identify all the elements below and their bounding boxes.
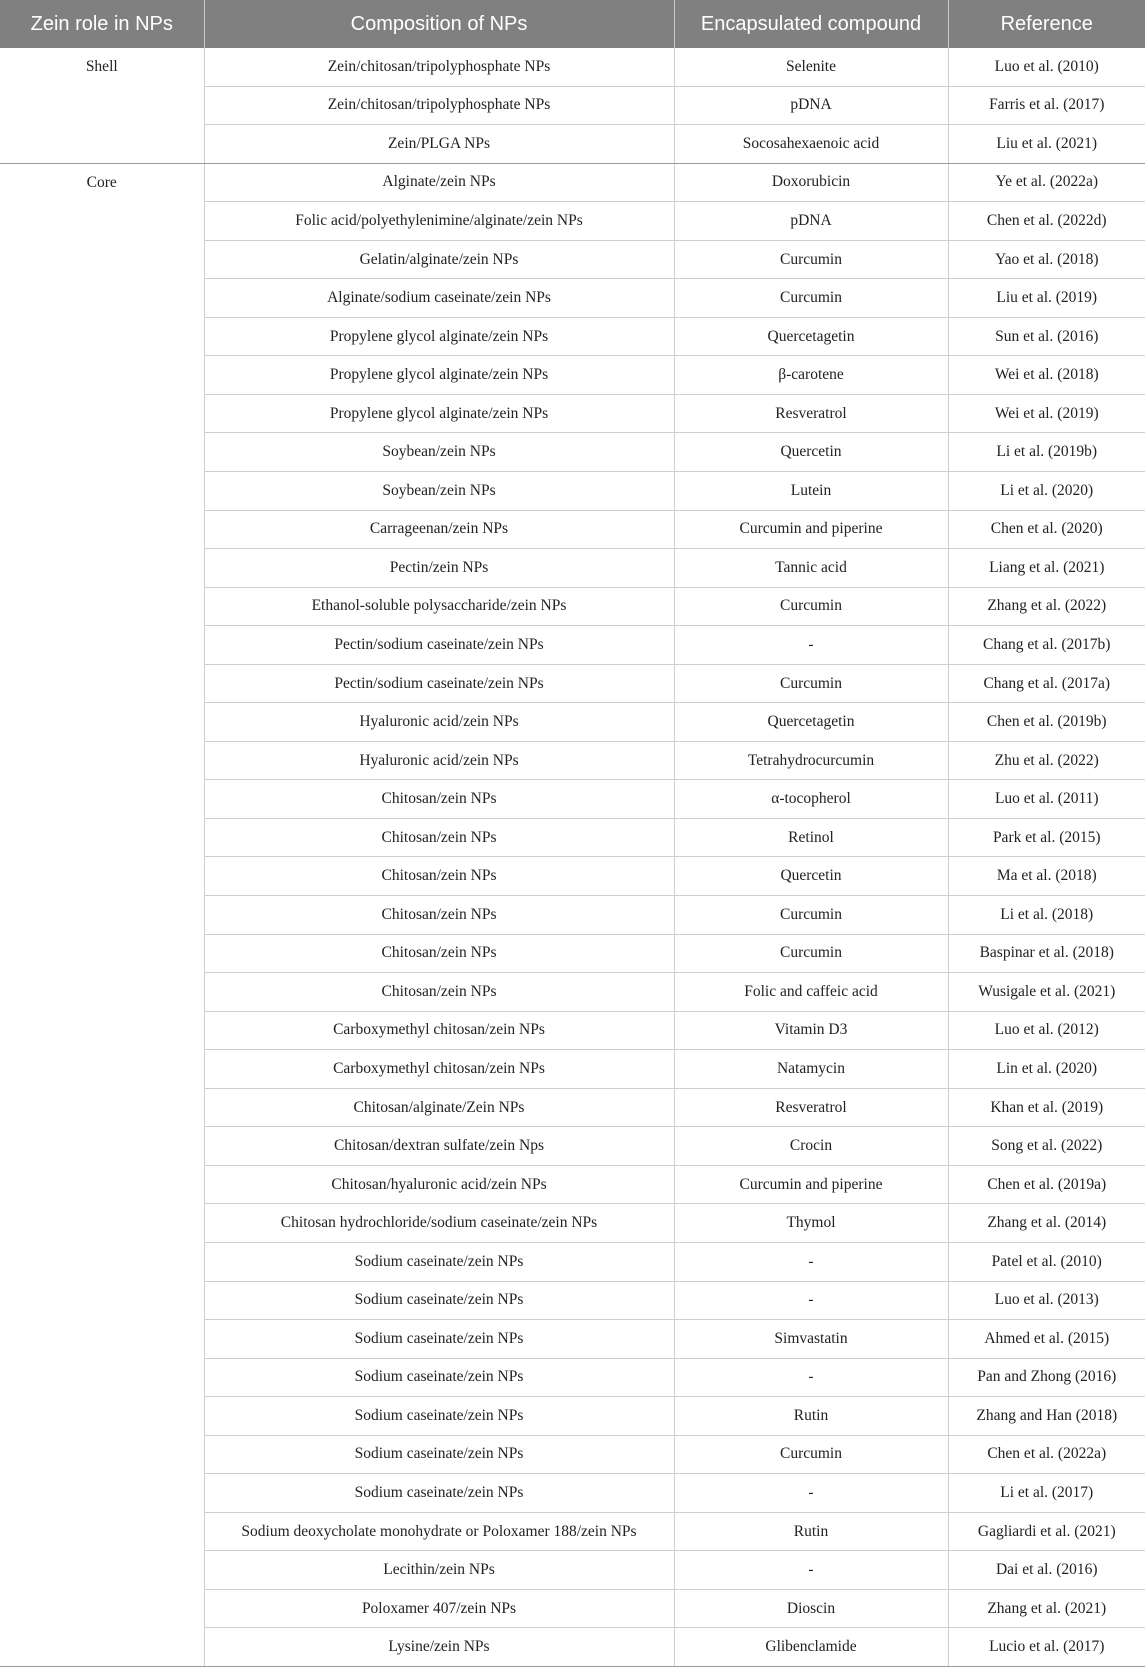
composition-cell: Propylene glycol alginate/zein NPs — [204, 356, 674, 395]
composition-cell: Sodium caseinate/zein NPs — [204, 1435, 674, 1474]
encapsulated-compound-cell: pDNA — [674, 202, 948, 241]
encapsulated-compound-cell: Natamycin — [674, 1050, 948, 1089]
composition-cell: Sodium caseinate/zein NPs — [204, 1358, 674, 1397]
encapsulated-compound-cell: Folic and caffeic acid — [674, 973, 948, 1012]
encapsulated-compound-cell: Curcumin — [674, 896, 948, 935]
reference-cell: Ye et al. (2022a) — [948, 163, 1145, 202]
composition-cell: Pectin/sodium caseinate/zein NPs — [204, 626, 674, 665]
encapsulated-compound-cell: pDNA — [674, 86, 948, 125]
composition-cell: Carrageenan/zein NPs — [204, 510, 674, 549]
encapsulated-compound-cell: - — [674, 1242, 948, 1281]
composition-cell: Lecithin/zein NPs — [204, 1551, 674, 1590]
composition-cell: Chitosan hydrochloride/sodium caseinate/zein NPs — [204, 1204, 674, 1243]
composition-cell: Sodium caseinate/zein NPs — [204, 1474, 674, 1513]
header-encapsulated-compound: Encapsulated compound — [674, 0, 948, 48]
reference-cell: Lucio et al. (2017) — [948, 1628, 1145, 1667]
encapsulated-compound-cell: - — [674, 1474, 948, 1513]
encapsulated-compound-cell: Quercetagetin — [674, 703, 948, 742]
reference-cell: Chen et al. (2019b) — [948, 703, 1145, 742]
encapsulated-compound-cell: Rutin — [674, 1397, 948, 1436]
composition-cell: Propylene glycol alginate/zein NPs — [204, 394, 674, 433]
composition-cell: Folic acid/polyethylenimine/alginate/zein NPs — [204, 202, 674, 241]
encapsulated-compound-cell: Curcumin — [674, 664, 948, 703]
reference-cell: Lin et al. (2020) — [948, 1050, 1145, 1089]
composition-cell: Sodium caseinate/zein NPs — [204, 1397, 674, 1436]
encapsulated-compound-cell: Curcumin and piperine — [674, 510, 948, 549]
encapsulated-compound-cell: Socosahexaenoic acid — [674, 125, 948, 164]
reference-cell: Chang et al. (2017a) — [948, 664, 1145, 703]
reference-cell: Chen et al. (2019a) — [948, 1165, 1145, 1204]
encapsulated-compound-cell: Quercetin — [674, 433, 948, 472]
encapsulated-compound-cell: Quercetagetin — [674, 317, 948, 356]
encapsulated-compound-cell: Tannic acid — [674, 549, 948, 588]
encapsulated-compound-cell: Curcumin — [674, 279, 948, 318]
reference-cell: Pan and Zhong (2016) — [948, 1358, 1145, 1397]
table-row — [0, 163, 1145, 202]
composition-cell: Zein/PLGA NPs — [204, 125, 674, 164]
reference-cell: Liu et al. (2021) — [948, 125, 1145, 164]
table-header — [0, 0, 1145, 48]
encapsulated-compound-cell: Curcumin and piperine — [674, 1165, 948, 1204]
encapsulated-compound-cell: Resveratrol — [674, 1088, 948, 1127]
reference-cell: Ma et al. (2018) — [948, 857, 1145, 896]
reference-cell: Khan et al. (2019) — [948, 1088, 1145, 1127]
encapsulated-compound-cell: Glibenclamide — [674, 1628, 948, 1667]
table-body — [0, 48, 1145, 1666]
encapsulated-compound-cell: Selenite — [674, 48, 948, 86]
zein-role-cell: Core — [0, 163, 204, 1666]
composition-cell: Chitosan/dextran sulfate/zein Nps — [204, 1127, 674, 1166]
composition-cell: Chitosan/zein NPs — [204, 857, 674, 896]
composition-cell: Sodium deoxycholate monohydrate or Poloxamer 188/zein NPs — [204, 1512, 674, 1551]
reference-cell: Li et al. (2019b) — [948, 433, 1145, 472]
composition-cell: Ethanol-soluble polysaccharide/zein NPs — [204, 587, 674, 626]
reference-cell: Luo et al. (2012) — [948, 1011, 1145, 1050]
encapsulated-compound-cell: Rutin — [674, 1512, 948, 1551]
reference-cell: Zhu et al. (2022) — [948, 741, 1145, 780]
reference-cell: Zhang et al. (2014) — [948, 1204, 1145, 1243]
header-zein-role: Zein role in NPs — [0, 0, 204, 48]
encapsulated-compound-cell: - — [674, 626, 948, 665]
composition-cell: Zein/chitosan/tripolyphosphate NPs — [204, 48, 674, 86]
reference-cell: Chang et al. (2017b) — [948, 626, 1145, 665]
composition-cell: Pectin/zein NPs — [204, 549, 674, 588]
reference-cell: Park et al. (2015) — [948, 818, 1145, 857]
encapsulated-compound-cell: Quercetin — [674, 857, 948, 896]
composition-cell: Pectin/sodium caseinate/zein NPs — [204, 664, 674, 703]
reference-cell: Luo et al. (2010) — [948, 48, 1145, 86]
encapsulated-compound-cell: α-tocopherol — [674, 780, 948, 819]
composition-cell: Chitosan/zein NPs — [204, 934, 674, 973]
reference-cell: Song et al. (2022) — [948, 1127, 1145, 1166]
composition-cell: Chitosan/zein NPs — [204, 780, 674, 819]
encapsulated-compound-cell: - — [674, 1358, 948, 1397]
reference-cell: Luo et al. (2013) — [948, 1281, 1145, 1320]
encapsulated-compound-cell: Curcumin — [674, 240, 948, 279]
reference-cell: Gagliardi et al. (2021) — [948, 1512, 1145, 1551]
composition-cell: Carboxymethyl chitosan/zein NPs — [204, 1011, 674, 1050]
composition-cell: Gelatin/alginate/zein NPs — [204, 240, 674, 279]
table-row — [0, 48, 1145, 86]
composition-cell: Alginate/sodium caseinate/zein NPs — [204, 279, 674, 318]
header-reference: Reference — [948, 0, 1145, 48]
composition-cell: Hyaluronic acid/zein NPs — [204, 703, 674, 742]
reference-cell: Baspinar et al. (2018) — [948, 934, 1145, 973]
reference-cell: Sun et al. (2016) — [948, 317, 1145, 356]
reference-cell: Liu et al. (2019) — [948, 279, 1145, 318]
encapsulated-compound-cell: β-carotene — [674, 356, 948, 395]
composition-cell: Alginate/zein NPs — [204, 163, 674, 202]
encapsulated-compound-cell: Crocin — [674, 1127, 948, 1166]
encapsulated-compound-cell: Curcumin — [674, 587, 948, 626]
encapsulated-compound-cell: Retinol — [674, 818, 948, 857]
encapsulated-compound-cell: Curcumin — [674, 934, 948, 973]
reference-cell: Li et al. (2017) — [948, 1474, 1145, 1513]
reference-cell: Yao et al. (2018) — [948, 240, 1145, 279]
composition-cell: Chitosan/zein NPs — [204, 818, 674, 857]
reference-cell: Luo et al. (2011) — [948, 780, 1145, 819]
composition-cell: Chitosan/alginate/Zein NPs — [204, 1088, 674, 1127]
encapsulated-compound-cell: Vitamin D3 — [674, 1011, 948, 1050]
reference-cell: Dai et al. (2016) — [948, 1551, 1145, 1590]
encapsulated-compound-cell: - — [674, 1551, 948, 1590]
reference-cell: Chen et al. (2020) — [948, 510, 1145, 549]
composition-cell: Carboxymethyl chitosan/zein NPs — [204, 1050, 674, 1089]
composition-cell: Chitosan/hyaluronic acid/zein NPs — [204, 1165, 674, 1204]
reference-cell: Zhang and Han (2018) — [948, 1397, 1145, 1436]
composition-cell: Sodium caseinate/zein NPs — [204, 1320, 674, 1359]
reference-cell: Liang et al. (2021) — [948, 549, 1145, 588]
composition-cell: Chitosan/zein NPs — [204, 896, 674, 935]
reference-cell: Wei et al. (2018) — [948, 356, 1145, 395]
reference-cell: Chen et al. (2022a) — [948, 1435, 1145, 1474]
encapsulated-compound-cell: Simvastatin — [674, 1320, 948, 1359]
reference-cell: Wei et al. (2019) — [948, 394, 1145, 433]
composition-cell: Hyaluronic acid/zein NPs — [204, 741, 674, 780]
reference-cell: Farris et al. (2017) — [948, 86, 1145, 125]
reference-cell: Zhang et al. (2021) — [948, 1589, 1145, 1628]
reference-cell: Chen et al. (2022d) — [948, 202, 1145, 241]
encapsulated-compound-cell: - — [674, 1281, 948, 1320]
composition-cell: Poloxamer 407/zein NPs — [204, 1589, 674, 1628]
composition-cell: Chitosan/zein NPs — [204, 973, 674, 1012]
composition-cell: Lysine/zein NPs — [204, 1628, 674, 1667]
reference-cell: Zhang et al. (2022) — [948, 587, 1145, 626]
composition-cell: Sodium caseinate/zein NPs — [204, 1281, 674, 1320]
reference-cell: Li et al. (2018) — [948, 896, 1145, 935]
encapsulated-compound-cell: Resveratrol — [674, 394, 948, 433]
composition-cell: Soybean/zein NPs — [204, 433, 674, 472]
encapsulated-compound-cell: Lutein — [674, 472, 948, 511]
composition-cell: Soybean/zein NPs — [204, 472, 674, 511]
composition-cell: Sodium caseinate/zein NPs — [204, 1242, 674, 1281]
reference-cell: Ahmed et al. (2015) — [948, 1320, 1145, 1359]
reference-cell: Wusigale et al. (2021) — [948, 973, 1145, 1012]
encapsulated-compound-cell: Tetrahydrocurcumin — [674, 741, 948, 780]
encapsulated-compound-cell: Dioscin — [674, 1589, 948, 1628]
header-row — [0, 0, 1145, 48]
zein-role-cell: Shell — [0, 48, 204, 163]
composition-cell: Zein/chitosan/tripolyphosphate NPs — [204, 86, 674, 125]
reference-cell: Li et al. (2020) — [948, 472, 1145, 511]
composition-cell: Propylene glycol alginate/zein NPs — [204, 317, 674, 356]
encapsulated-compound-cell: Curcumin — [674, 1435, 948, 1474]
header-composition: Composition of NPs — [204, 0, 674, 48]
reference-cell: Patel et al. (2010) — [948, 1242, 1145, 1281]
encapsulated-compound-cell: Thymol — [674, 1204, 948, 1243]
encapsulated-compound-cell: Doxorubicin — [674, 163, 948, 202]
